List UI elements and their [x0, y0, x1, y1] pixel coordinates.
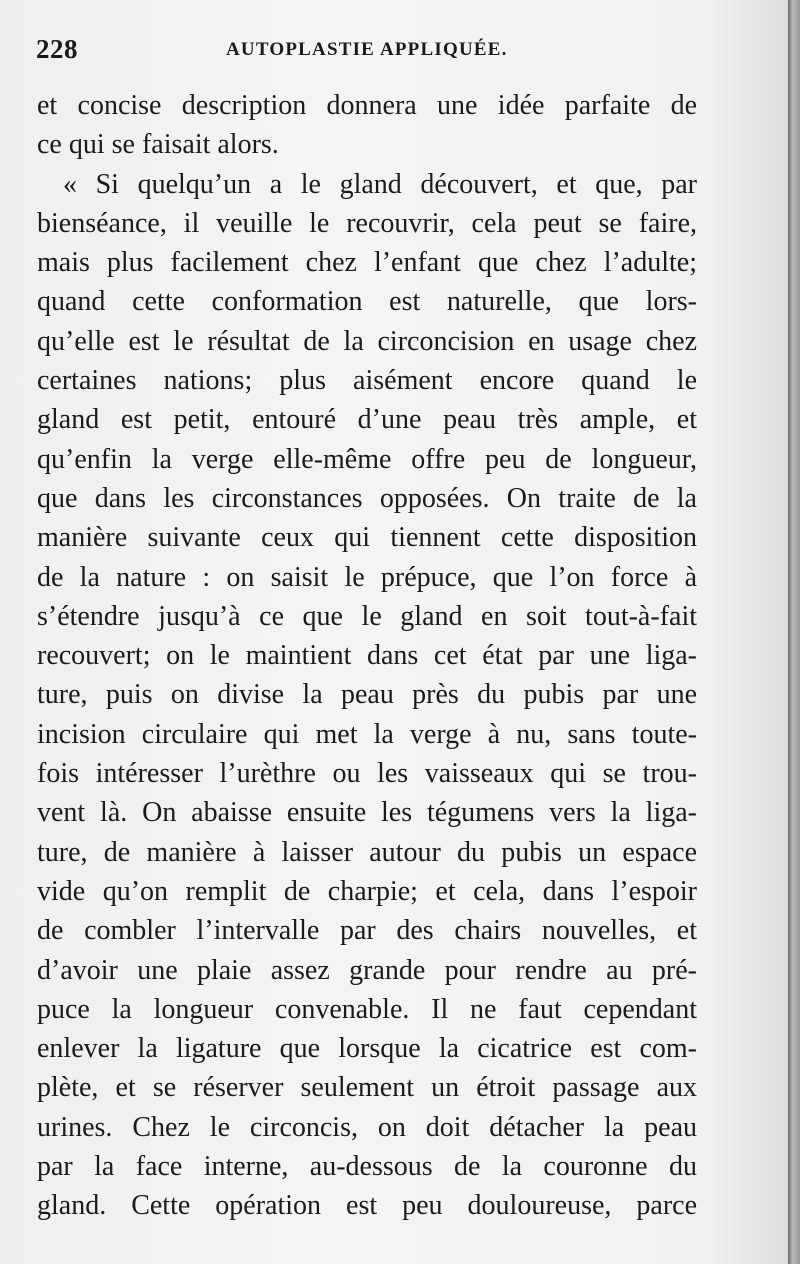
text-line: recouvert; on le maintient dans cet état par une liga-: [37, 640, 697, 672]
running-head: [36, 34, 696, 68]
text-line: plète, et se réserver seulement un étroit passage aux: [37, 1072, 697, 1104]
text-line: et concise description donnera une idée parfaite de: [37, 90, 697, 121]
text-line: urines. Chez le circoncis, on doit détacher la peau: [37, 1111, 697, 1143]
text-line: quand cette conformation est naturelle, que lors-: [37, 286, 697, 318]
text-line: gland. Cette opération est peu douloureuse, parce: [37, 1190, 697, 1222]
text-line: gland est petit, entouré d’une peau très ample, et: [37, 404, 697, 436]
text-line: vent là. On abaisse ensuite les tégumens vers la liga-: [37, 797, 697, 829]
page-number: 228: [36, 34, 78, 64]
text-line: certaines nations; plus aisément encore quand le: [37, 365, 697, 397]
running-title: AUTOPLASTIE APPLIQUÉE.: [226, 39, 508, 60]
text-line: que dans les circonstances opposées. On traite de la: [37, 482, 697, 514]
text-line: ture, puis on divise la peau près du pubis par une: [37, 679, 697, 711]
page-edge: [788, 0, 800, 1264]
text-line: qu’enfin la verge elle-même offre peu de longueur,: [37, 443, 697, 475]
text-line: fois intéresser l’urèthre ou les vaisseaux qui se trou-: [37, 758, 697, 790]
text-line: puce la longueur convenable. Il ne faut cependant: [37, 993, 697, 1025]
text-line: enlever la ligature que lorsque la cicatrice est com-: [37, 1033, 697, 1065]
text-line: mais plus facilement chez l’enfant que chez l’adulte;: [37, 247, 697, 279]
text-line: s’étendre jusqu’à ce que le gland en soit tout-à-fait: [37, 600, 697, 632]
text-line: ce qui se faisait alors.: [37, 129, 279, 161]
text-line: « Si quelqu’un a le gland découvert, et que, par: [63, 168, 697, 200]
text-line: vide qu’on remplit de charpie; et cela, dans l’espoir: [37, 875, 697, 907]
text-line: de la nature : on saisit le prépuce, que l’on force à: [37, 561, 697, 593]
text-line: qu’elle est le résultat de la circoncision en usage chez: [37, 325, 697, 357]
body-text: [37, 86, 697, 1226]
text-line: manière suivante ceux qui tiennent cette disposition: [37, 522, 697, 554]
text-line: par la face interne, au-dessous de la couronne du: [37, 1151, 697, 1183]
text-line: bienséance, il veuille le recouvrir, cela peut se faire,: [37, 207, 697, 239]
text-line: incision circulaire qui met la verge à nu, sans toute-: [37, 718, 697, 750]
text-line: de combler l’intervalle par des chairs nouvelles, et: [37, 915, 697, 947]
text-line: d’avoir une plaie assez grande pour rendre au pré-: [37, 954, 697, 986]
text-line: ture, de manière à laisser autour du pubis un espace: [37, 836, 697, 868]
